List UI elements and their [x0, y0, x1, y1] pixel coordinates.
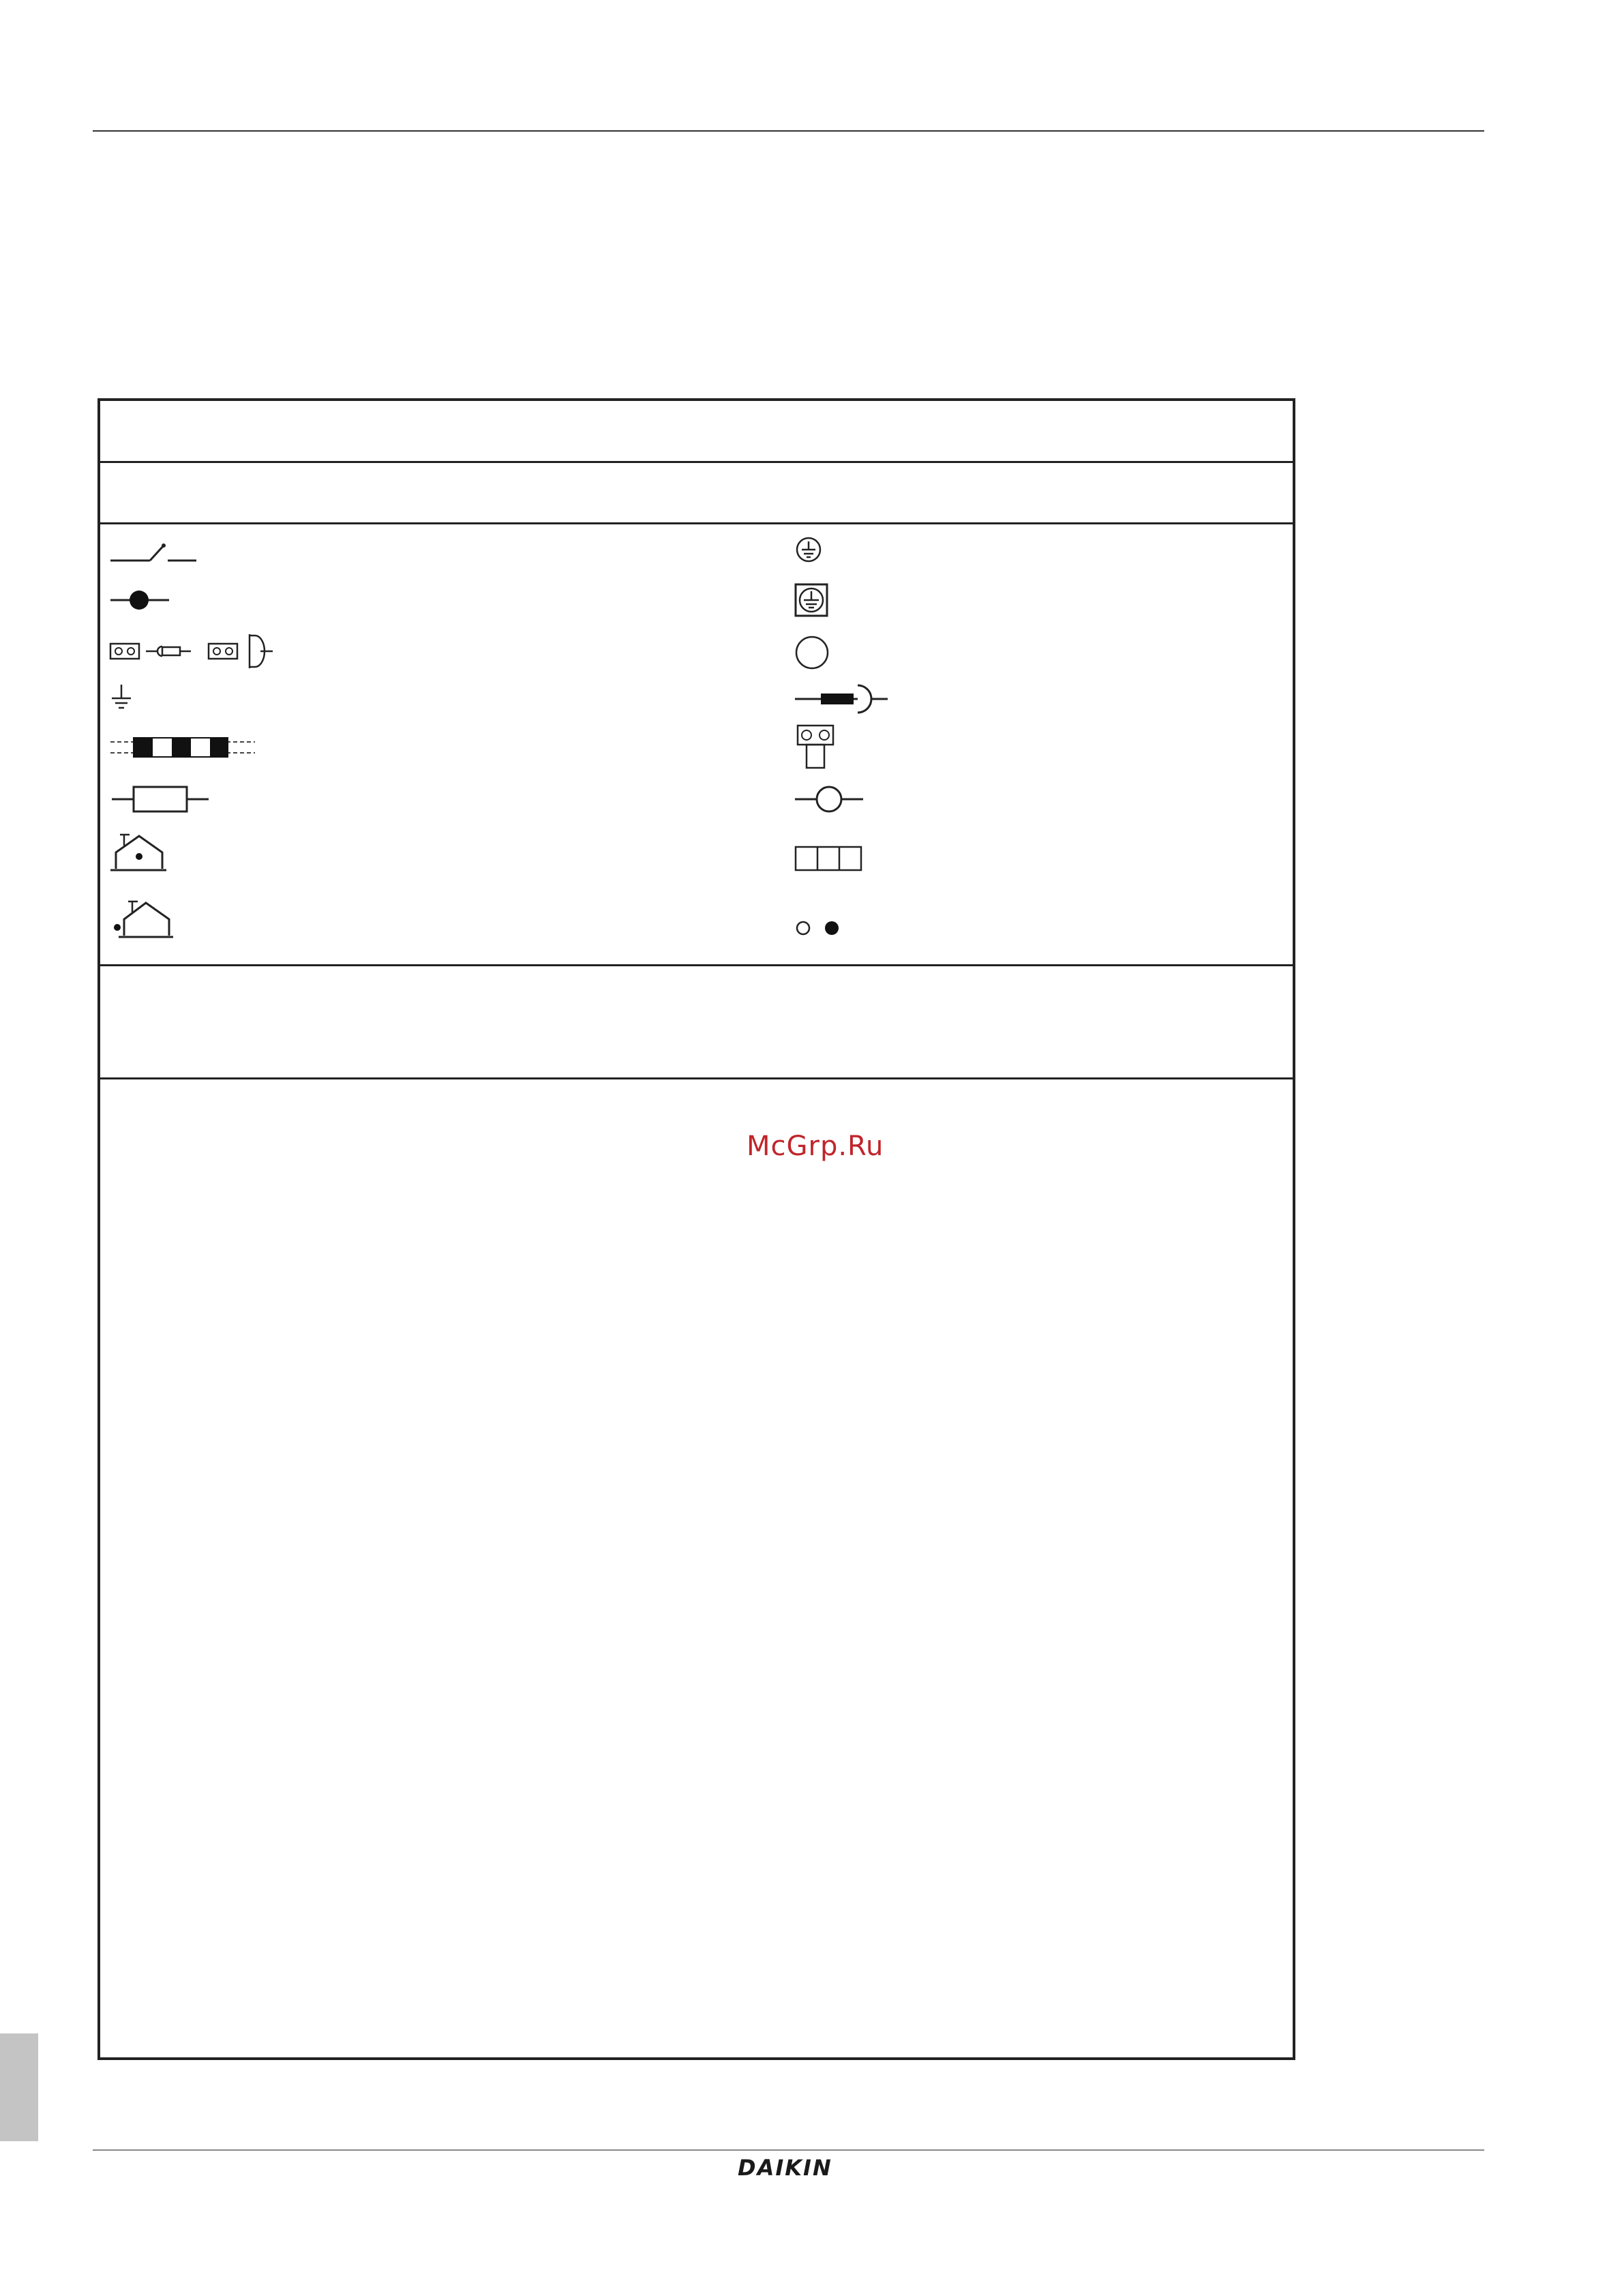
table-divider [97, 461, 1295, 463]
protective-earth-icon [794, 535, 824, 565]
footer-rule [93, 2149, 1484, 2151]
wiring-legend-table [97, 398, 1295, 2060]
side-tab [0, 2033, 38, 2141]
watermark: McGrp.Ru [747, 1131, 884, 1162]
header-rule [93, 130, 1484, 132]
connector-icon [109, 631, 276, 670]
table-divider [97, 964, 1295, 966]
wire-color-band-icon [109, 735, 256, 760]
table-divider [97, 1077, 1295, 1079]
terminal-strip-icon [794, 844, 863, 873]
outdoor-unit-icon [109, 897, 177, 941]
indoor-unit-icon [109, 831, 170, 874]
protective-earth-boxed-icon [794, 582, 829, 618]
brand-logo: DAIKIN [738, 2155, 832, 2181]
table-divider [97, 522, 1295, 524]
circle-icon [794, 634, 830, 671]
noiseless-earth-icon [109, 683, 136, 713]
switch-icon [109, 539, 198, 566]
fuse-icon [109, 784, 211, 814]
terminal-open-closed-icon [794, 918, 841, 938]
relay-connector-icon [794, 723, 837, 771]
connector-plug-icon [794, 683, 889, 715]
terminal-dot-icon [109, 585, 170, 612]
terminal-circle-icon [794, 784, 864, 814]
